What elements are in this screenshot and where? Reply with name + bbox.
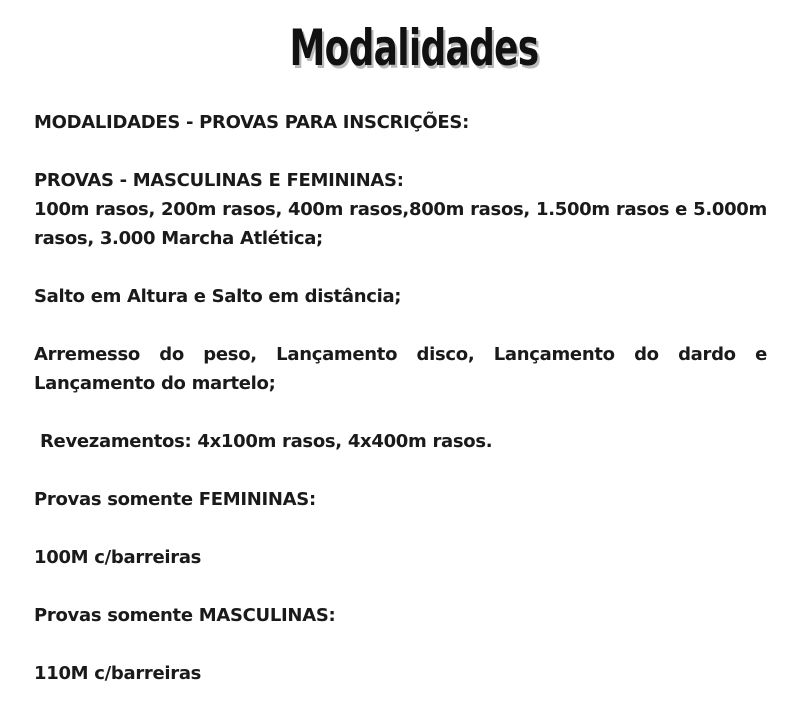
mixed-events-heading: PROVAS - MASCULINAS E FEMININAS: [34, 170, 404, 191]
women-only-event: 100M c/barreiras [34, 547, 202, 568]
jumping-events-text: Salto em Altura e Salto em distância; [34, 286, 402, 307]
relay-events-text: Revezamentos: 4x100m rasos, 4x400m rasos. [40, 431, 493, 452]
running-events-text: 100m rasos, 200m rasos, 400m rasos,800m rasos, 1.500m rasos e 5.000m rasos, 3.000 Marcha Atlética; [34, 199, 767, 249]
men-only-heading: Provas somente MASCULINAS: [34, 605, 336, 626]
throwing-events-text: Arremesso do peso, Lançamento disco, Lançamento do dardo e Lançamento do martelo; [34, 344, 767, 394]
document-body [34, 108, 767, 717]
section-heading: MODALIDADES - PROVAS PARA INSCRIÇÕES: [34, 112, 469, 133]
men-only-event: 110M c/barreiras [34, 663, 202, 684]
page-title: Modalidades [289, 19, 539, 77]
women-only-heading: Provas somente FEMININAS: [34, 489, 316, 510]
